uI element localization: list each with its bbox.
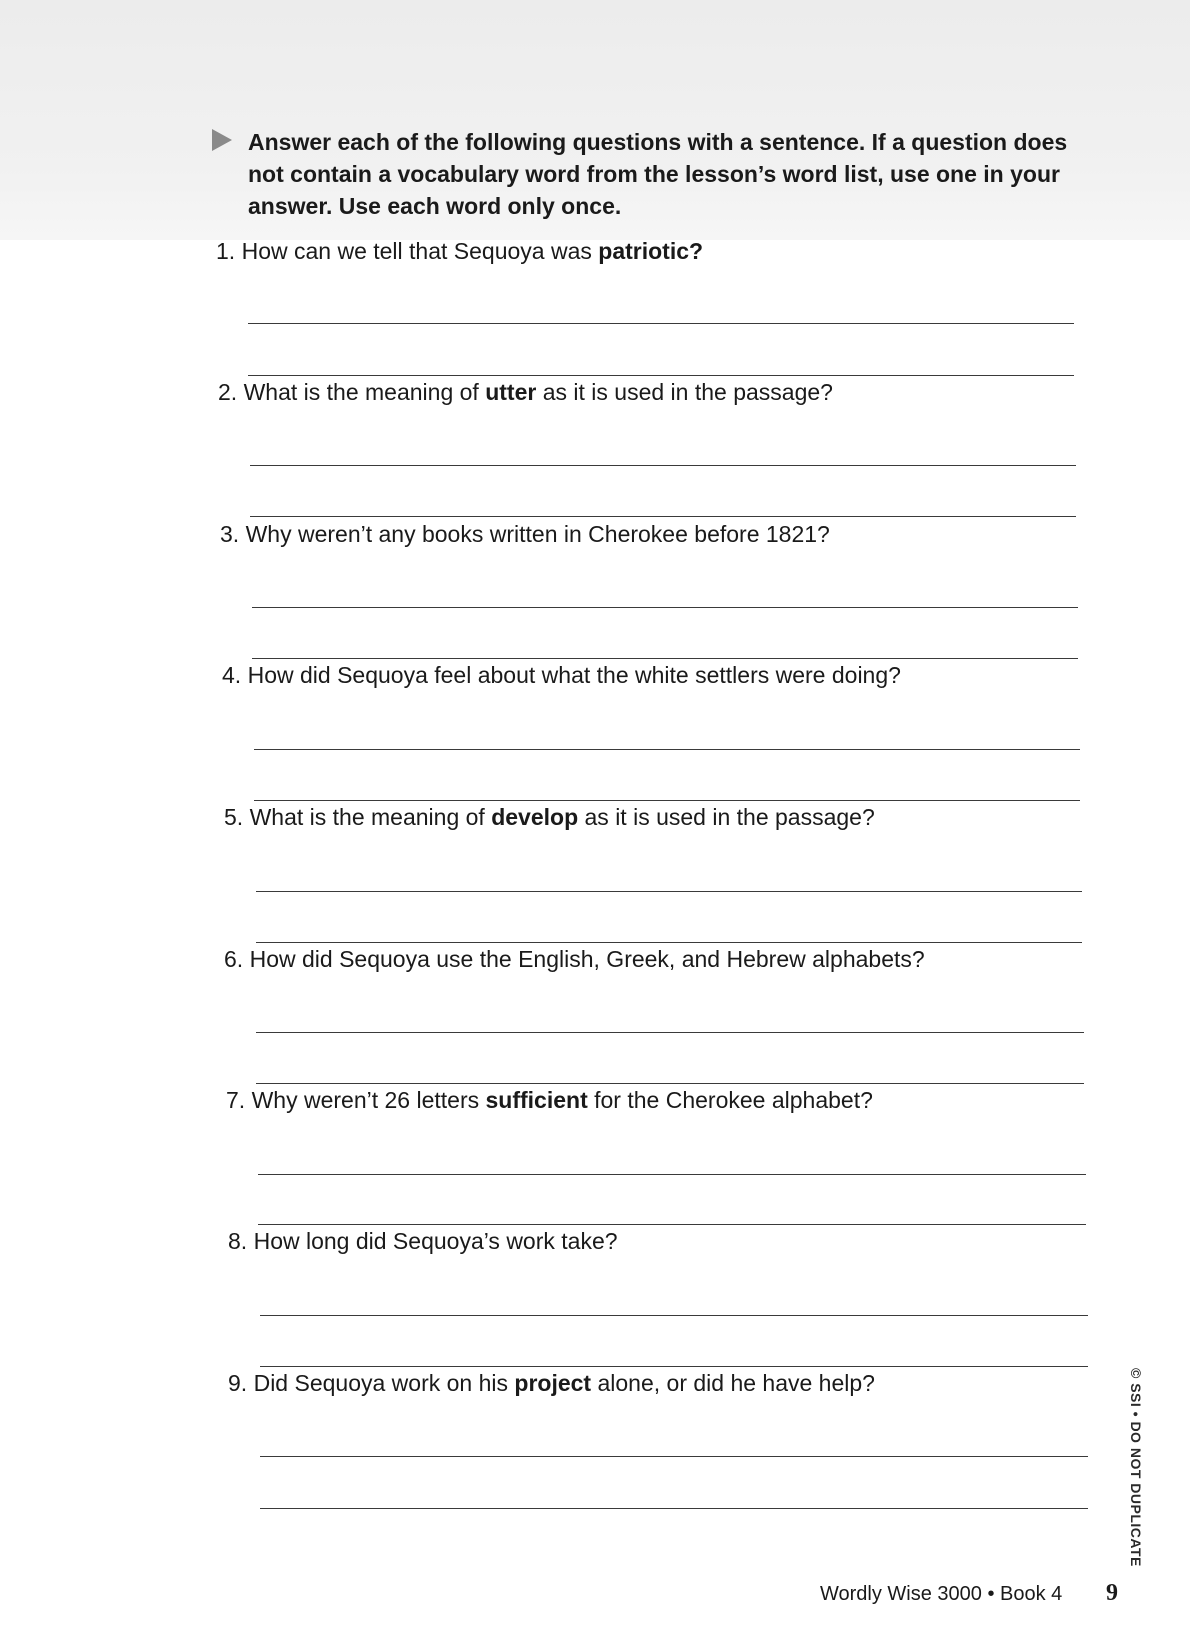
answer-line-7a[interactable] [258, 1174, 1086, 1175]
answer-line-7b[interactable] [258, 1224, 1086, 1225]
question-number: 7. [226, 1087, 246, 1113]
answer-line-4a[interactable] [254, 749, 1080, 750]
question-5 [224, 802, 875, 832]
question-text-end: alone, or did he have help? [591, 1370, 875, 1396]
book-title: Wordly Wise 3000 • Book 4 [820, 1583, 1063, 1605]
question-number: 1. [216, 238, 236, 264]
question-number: 5. [224, 804, 244, 830]
page-number: 9 [1106, 1580, 1118, 1606]
instructions [212, 126, 1072, 222]
vocabulary-word: develop [491, 804, 579, 830]
answer-line-1b[interactable] [248, 375, 1074, 376]
answer-line-6a[interactable] [256, 1032, 1084, 1033]
triangle-arrow-right-icon [212, 129, 232, 151]
answer-line-2a[interactable] [250, 465, 1076, 466]
question-text: How did Sequoya use the English, Greek, and Hebrew alphabets? [249, 946, 925, 972]
question-number: 3. [220, 521, 240, 547]
question-6 [224, 944, 925, 974]
question-9 [228, 1368, 875, 1398]
question-1 [216, 236, 703, 266]
question-number: 4. [222, 662, 242, 688]
answer-line-5a[interactable] [256, 891, 1082, 892]
answer-line-4b[interactable] [254, 800, 1080, 801]
question-2 [218, 377, 833, 407]
vocabulary-word: patriotic? [598, 238, 704, 264]
answer-line-1a[interactable] [248, 323, 1074, 324]
answer-line-3a[interactable] [252, 607, 1078, 608]
answer-line-9a[interactable] [260, 1456, 1088, 1457]
question-8 [228, 1226, 618, 1256]
question-7 [226, 1085, 873, 1115]
answer-line-8a[interactable] [260, 1315, 1088, 1316]
vocabulary-word: utter [485, 379, 537, 405]
question-4 [222, 660, 901, 690]
question-number: 2. [218, 379, 238, 405]
vocabulary-word: sufficient [485, 1087, 588, 1113]
answer-line-9b[interactable] [260, 1508, 1088, 1509]
question-text: What is the meaning of [243, 379, 486, 405]
answer-line-5b[interactable] [256, 942, 1082, 943]
instruction-text: Answer each of the following questions with a sentence. If a question does not contain a vocabulary word from the lesson’s word list, use one in your answer. Use each word only once. [248, 129, 1068, 219]
answer-line-3b[interactable] [252, 658, 1078, 659]
answer-line-6b[interactable] [256, 1083, 1084, 1084]
question-text: How long did Sequoya’s work take? [253, 1228, 618, 1254]
question-number: 6. [224, 946, 244, 972]
answer-line-8b[interactable] [260, 1366, 1088, 1367]
question-text-end: as it is used in the passage? [536, 379, 833, 405]
question-text: How did Sequoya feel about what the white settlers were doing? [247, 662, 901, 688]
question-text-end: as it is used in the passage? [578, 804, 875, 830]
question-number: 8. [228, 1228, 248, 1254]
question-number: 9. [228, 1370, 248, 1396]
question-text-end: for the Cherokee alphabet? [587, 1087, 873, 1113]
question-text: Why weren’t any books written in Cherokee before 1821? [245, 521, 830, 547]
copyright-notice: © SSI • DO NOT DUPLICATE [1128, 1368, 1144, 1567]
question-text: Why weren’t 26 letters [251, 1087, 486, 1113]
question-text: Did Sequoya work on his [253, 1370, 515, 1396]
question-3 [220, 519, 830, 549]
question-text: What is the meaning of [249, 804, 492, 830]
answer-line-2b[interactable] [250, 516, 1076, 517]
vocabulary-word: project [514, 1370, 592, 1396]
question-text: How can we tell that Sequoya was [241, 238, 599, 264]
